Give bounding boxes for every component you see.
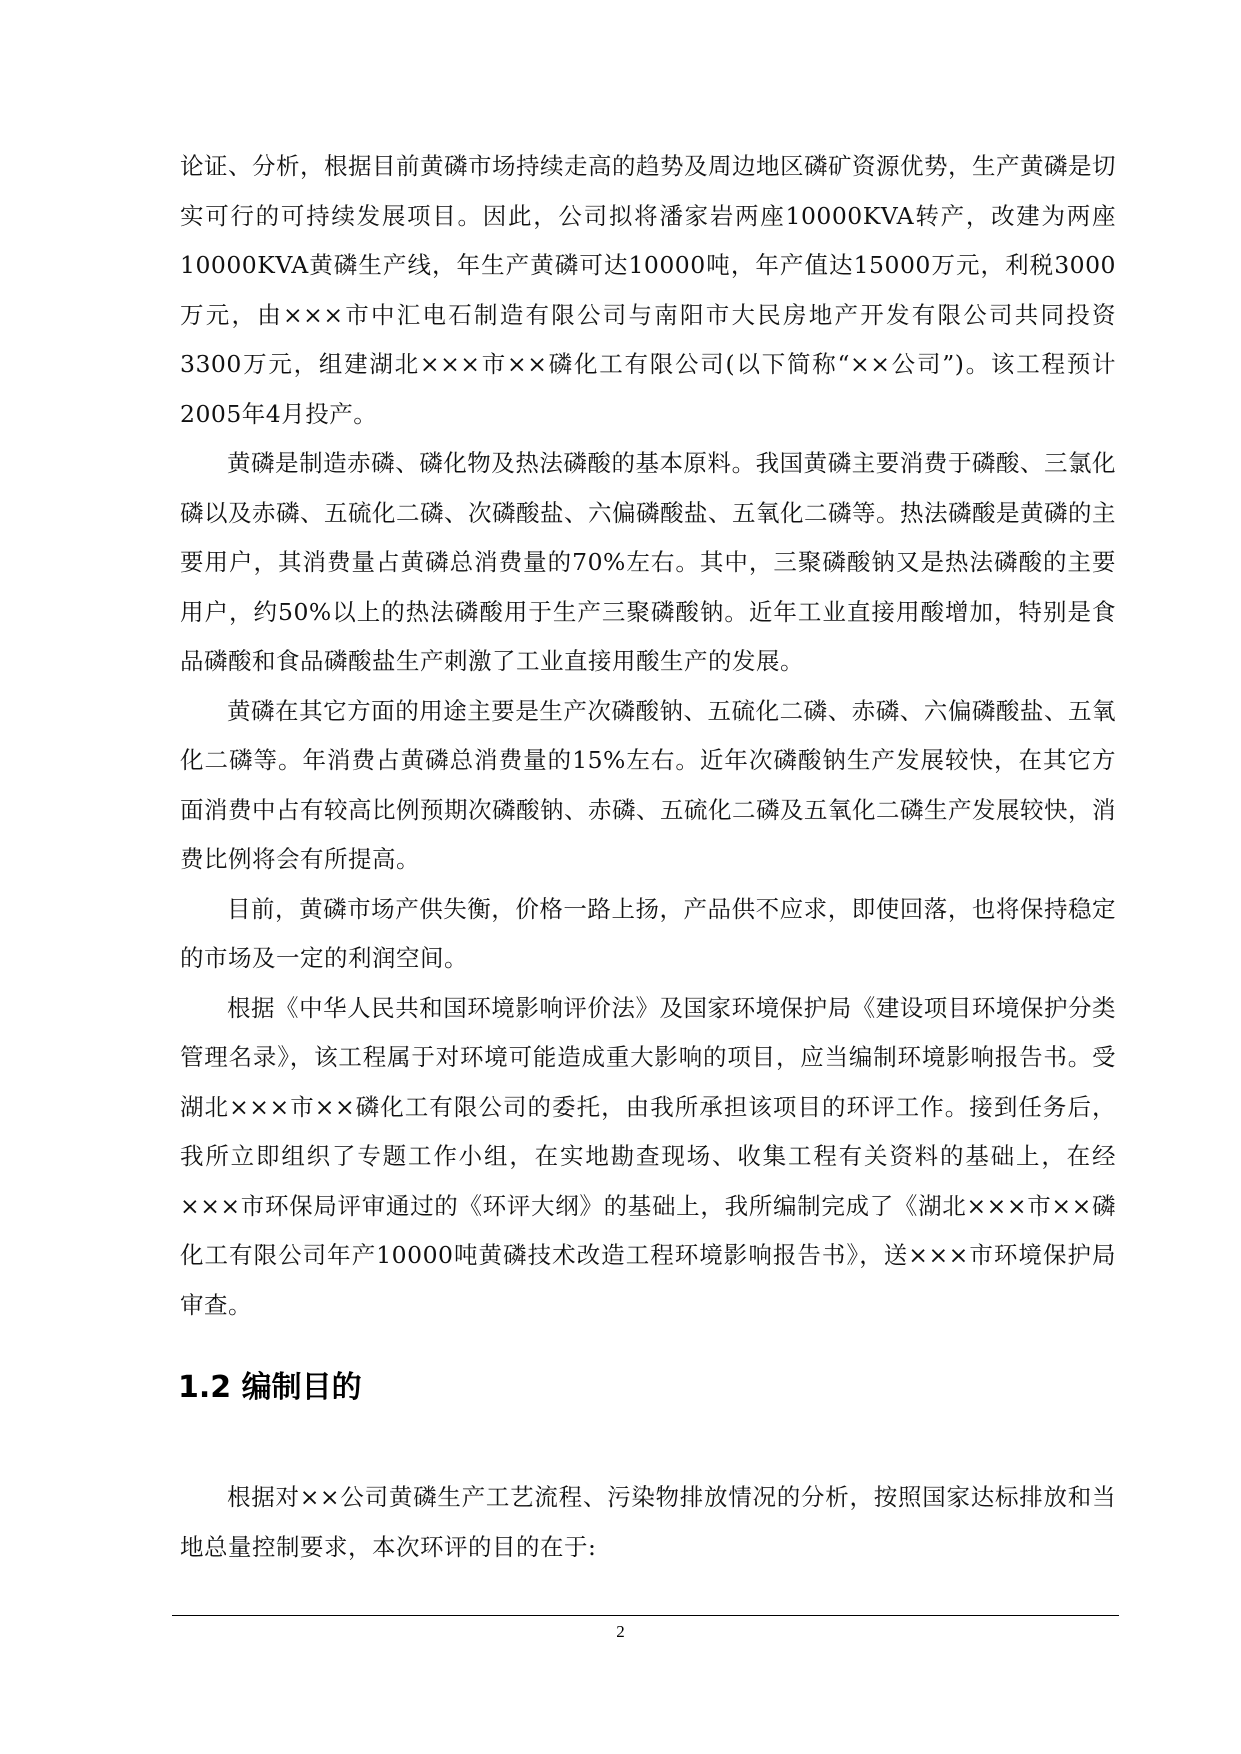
page-number: 2 <box>616 1622 625 1641</box>
paragraph-purpose: 根据对××公司黄磷生产工艺流程、污染物排放情况的分析，按照国家达标排放和当地总量控制要求，本次环评的目的在于: <box>180 1483 1116 1561</box>
paragraph-yellow-phosphorus-uses: 黄磷是制造赤磷、磷化物及热法磷酸的基本原料。我国黄磷主要消费于磷酸、三氯化磷以及赤磷、五硫化二磷、次磷酸盐、六偏磷酸盐、五氧化二磷等。热法磷酸是黄磷的主要用户，其消费量占黄磷总消费量的70%左右。其中，三聚磷酸钠又是热法磷酸的主要用户，约50%以上的热法磷酸用于生产三聚磷酸钠。近年工业直接用酸增加，特别是食品磷酸和食品磷酸盐生产刺激了工业直接用酸生产的发展。 <box>180 449 1116 675</box>
body-text <box>180 142 1116 1330</box>
footer-divider <box>172 1615 1119 1616</box>
paragraph-legal-basis: 根据《中华人民共和国环境影响评价法》及国家环境保护局《建设项目环境保护分类管理名录》，该工程属于对环境可能造成重大影响的项目，应当编制环境影响报告书。受湖北×××市××磷化工有限公司的委托，由我所承担该项目的环评工作。接到任务后，我所立即组织了专题工作小组，在实地勘查现场、收集工程有关资料的基础上，在经×××市环保局评审通过的《环评大纲》的基础上，我所编制完成了《湖北×××市××磷化工有限公司年产10000吨黄磷技术改造工程环境影响报告书》，送×××市环境保护局审查。 <box>180 993 1116 1319</box>
paragraph-other-uses: 黄磷在其它方面的用途主要是生产次磷酸钠、五硫化二磷、赤磷、六偏磷酸盐、五氧化二磷等。年消费占黄磷总消费量的15%左右。近年次磷酸钠生产发展较快，在其它方面消费中占有较高比例预期次磷酸钠、赤磷、五硫化二磷及五氧化二磷生产发展较快，消费比例将会有所提高。 <box>180 696 1116 873</box>
section-heading: 1.2 编制目的 <box>178 1370 362 1405</box>
section-body <box>180 1472 1116 1572</box>
paragraph-market: 目前，黄磷市场产供失衡，价格一路上扬，产品供不应求，即使回落，也将保持稳定的市场及一定的利润空间。 <box>180 894 1116 972</box>
paragraph-continuation: 论证、分析，根据目前黄磷市场持续走高的趋势及周边地区磷矿资源优势，生产黄磷是切实可行的可持续发展项目。因此，公司拟将潘家岩两座10000KVA转产，改建为两座10000KVA黄磷生产线，年生产黄磷可达10000吨，年产值达15000万元，利税3000万元，由×××市中汇电石制造有限公司与南阳市大民房地产开发有限公司共同投资3300万元，组建湖北×××市××磷化工有限公司(以下简称“××公司”)。该工程预计2005年4月投产。 <box>180 152 1116 428</box>
